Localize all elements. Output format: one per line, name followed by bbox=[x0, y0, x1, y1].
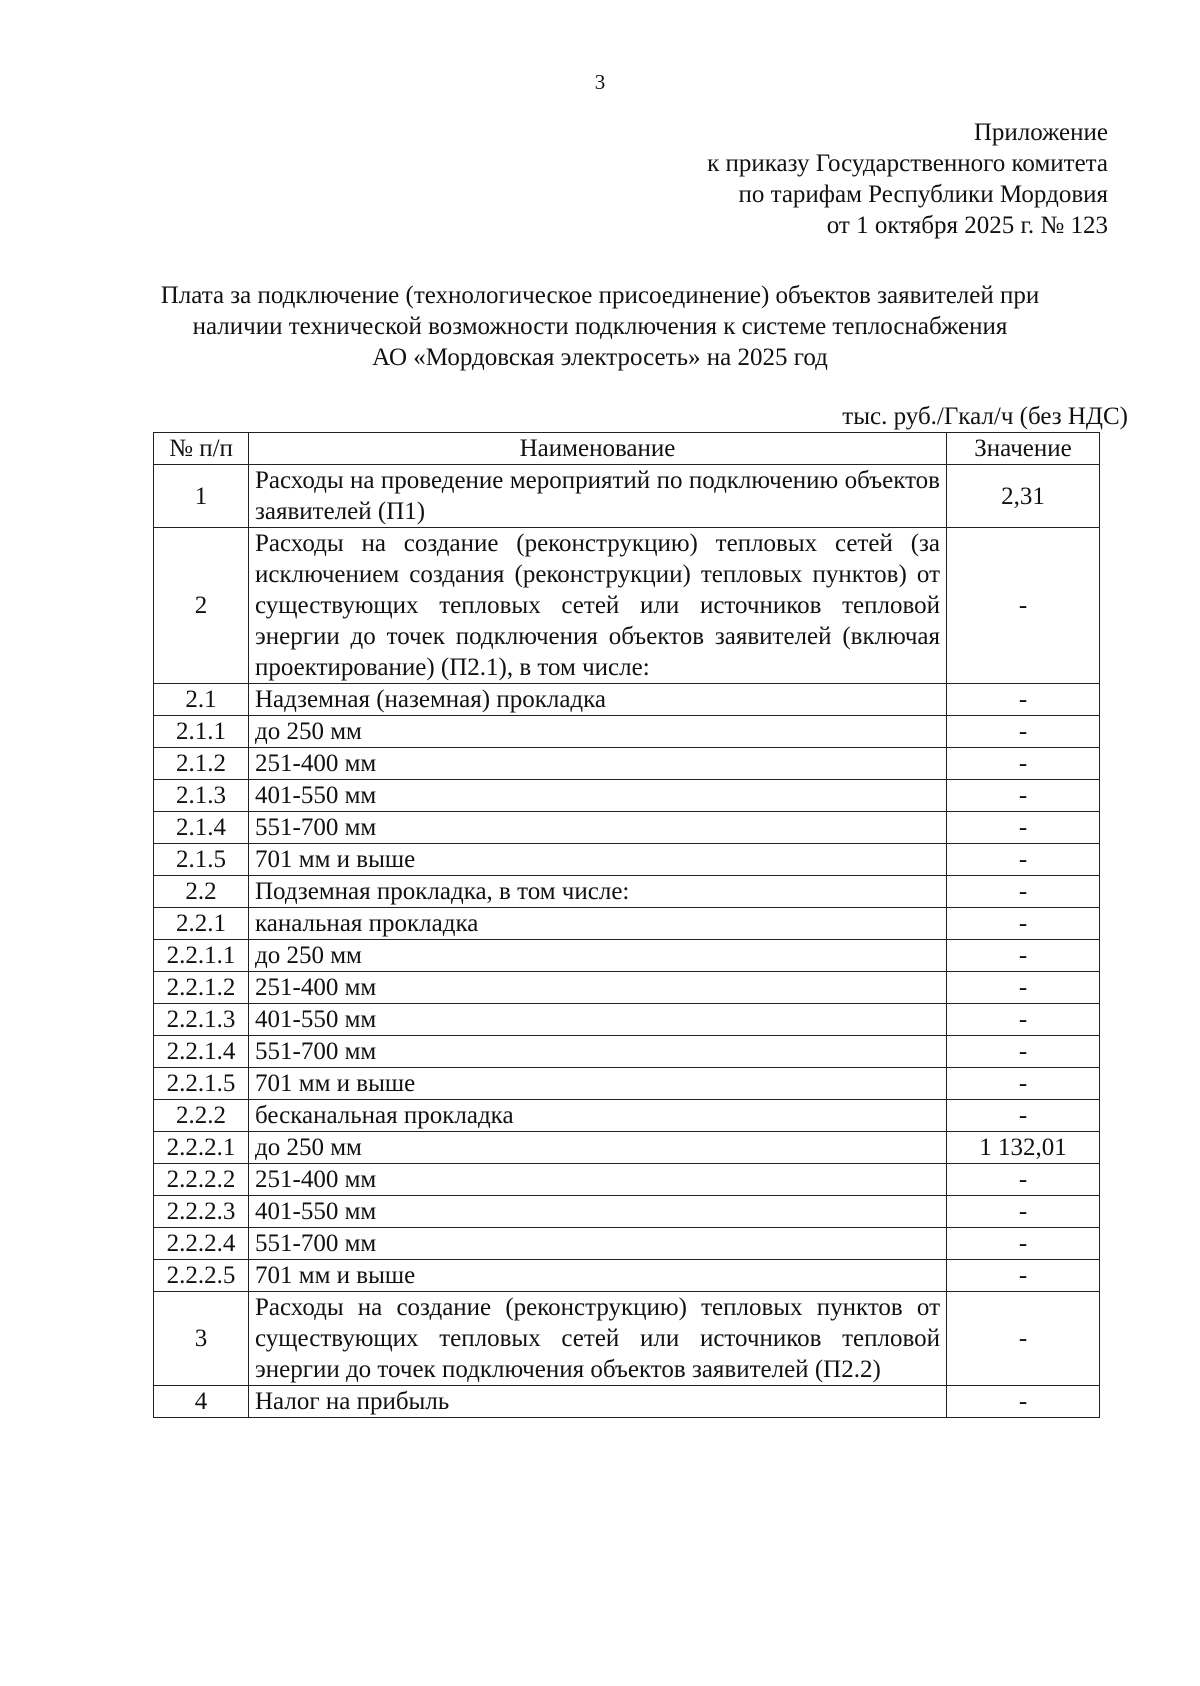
row-number: 2.1 bbox=[154, 684, 249, 716]
row-value: - bbox=[947, 716, 1100, 748]
row-number: 2.2 bbox=[154, 876, 249, 908]
units-label: тыс. руб./Гкал/ч (без НДС) bbox=[842, 403, 1128, 430]
row-number: 2.2.1.1 bbox=[154, 940, 249, 972]
table-row bbox=[154, 844, 1100, 876]
row-name: 251-400 мм bbox=[249, 972, 947, 1004]
row-number: 2.2.2.4 bbox=[154, 1228, 249, 1260]
document-title bbox=[0, 280, 1200, 373]
row-name: 251-400 мм bbox=[249, 1164, 947, 1196]
appendix-line-4: от 1 октября 2025 г. № 123 bbox=[826, 212, 1108, 239]
row-value: 1 132,01 bbox=[947, 1132, 1100, 1164]
row-name: 251-400 мм bbox=[249, 748, 947, 780]
row-name: Расходы на создание (реконструкцию) тепловых сетей (за исключением создания (реконструкции) тепловых пунктов) от существующих тепловых сетей или источников тепловой энергии до точек подключения объектов заявителей (включая проектирование) (П2.1), в том числе: bbox=[249, 528, 947, 684]
row-name: Расходы на проведение мероприятий по подключению объектов заявителей (П1) bbox=[249, 465, 947, 528]
tariff-table bbox=[153, 432, 1100, 1418]
row-value: - bbox=[947, 1164, 1100, 1196]
row-name: до 250 мм bbox=[249, 940, 947, 972]
table-row bbox=[154, 1292, 1100, 1386]
row-value: - bbox=[947, 1100, 1100, 1132]
table-row bbox=[154, 812, 1100, 844]
row-number: 2.1.5 bbox=[154, 844, 249, 876]
row-value: - bbox=[947, 876, 1100, 908]
row-name: 551-700 мм bbox=[249, 812, 947, 844]
row-value: - bbox=[947, 908, 1100, 940]
row-name: 701 мм и выше bbox=[249, 844, 947, 876]
row-number: 3 bbox=[154, 1292, 249, 1386]
table-row bbox=[154, 684, 1100, 716]
table-row bbox=[154, 1386, 1100, 1418]
table-row bbox=[154, 1132, 1100, 1164]
table-row bbox=[154, 1068, 1100, 1100]
row-value: - bbox=[947, 1386, 1100, 1418]
row-number: 2.2.2.2 bbox=[154, 1164, 249, 1196]
row-value: - bbox=[947, 1260, 1100, 1292]
row-value: - bbox=[947, 1036, 1100, 1068]
row-number: 2.2.2.5 bbox=[154, 1260, 249, 1292]
row-number: 2.1.4 bbox=[154, 812, 249, 844]
table-row bbox=[154, 465, 1100, 528]
row-number: 2.2.2.3 bbox=[154, 1196, 249, 1228]
row-number: 2.2.1.5 bbox=[154, 1068, 249, 1100]
row-value: - bbox=[947, 812, 1100, 844]
row-number: 2.1.3 bbox=[154, 780, 249, 812]
row-number: 2.2.1.4 bbox=[154, 1036, 249, 1068]
row-value: - bbox=[947, 940, 1100, 972]
row-name: канальная прокладка bbox=[249, 908, 947, 940]
appendix-line-2: к приказу Государственного комитета bbox=[707, 150, 1108, 177]
row-name: 551-700 мм bbox=[249, 1228, 947, 1260]
table-row bbox=[154, 1196, 1100, 1228]
table-row bbox=[154, 908, 1100, 940]
header-value: Значение bbox=[947, 433, 1100, 465]
title-line-1: Плата за подключение (технологическое присоединение) объектов заявителей при bbox=[160, 282, 1040, 309]
title-line-2: наличии технической возможности подключения к системе теплоснабжения bbox=[192, 313, 1008, 340]
row-number: 1 bbox=[154, 465, 249, 528]
table-row bbox=[154, 1260, 1100, 1292]
table-header-row bbox=[154, 433, 1100, 465]
row-name: бесканальная прокладка bbox=[249, 1100, 947, 1132]
row-number: 2.2.1.3 bbox=[154, 1004, 249, 1036]
row-number: 2.1.2 bbox=[154, 748, 249, 780]
row-value: - bbox=[947, 684, 1100, 716]
row-name: 551-700 мм bbox=[249, 1036, 947, 1068]
row-value: - bbox=[947, 1068, 1100, 1100]
row-name: Надземная (наземная) прокладка bbox=[249, 684, 947, 716]
table-row bbox=[154, 716, 1100, 748]
row-name: Расходы на создание (реконструкцию) тепловых пунктов от существующих тепловых сетей или источников тепловой энергии до точек подключения объектов заявителей (П2.2) bbox=[249, 1292, 947, 1386]
row-name: до 250 мм bbox=[249, 716, 947, 748]
row-value: - bbox=[947, 528, 1100, 684]
title-line-3: АО «Мордовская электросеть» на 2025 год bbox=[372, 344, 828, 371]
table-row bbox=[154, 1228, 1100, 1260]
row-value: - bbox=[947, 748, 1100, 780]
row-name: 701 мм и выше bbox=[249, 1260, 947, 1292]
row-value: 2,31 bbox=[947, 465, 1100, 528]
table-row bbox=[154, 528, 1100, 684]
table-row bbox=[154, 780, 1100, 812]
table-row bbox=[154, 940, 1100, 972]
row-name: до 250 мм bbox=[249, 1132, 947, 1164]
row-name: Налог на прибыль bbox=[249, 1386, 947, 1418]
row-name: 401-550 мм bbox=[249, 1004, 947, 1036]
row-value: - bbox=[947, 1292, 1100, 1386]
row-value: - bbox=[947, 1196, 1100, 1228]
row-number: 2.2.2.1 bbox=[154, 1132, 249, 1164]
table-row bbox=[154, 748, 1100, 780]
row-number: 2.2.1.2 bbox=[154, 972, 249, 1004]
table-row bbox=[154, 972, 1100, 1004]
table-row bbox=[154, 1036, 1100, 1068]
appendix-line-3: по тарифам Республики Мордовия bbox=[738, 181, 1108, 208]
row-number: 2.1.1 bbox=[154, 716, 249, 748]
table-row bbox=[154, 1100, 1100, 1132]
row-number: 4 bbox=[154, 1386, 249, 1418]
table-row bbox=[154, 1164, 1100, 1196]
table-row bbox=[154, 876, 1100, 908]
row-name: 701 мм и выше bbox=[249, 1068, 947, 1100]
row-value: - bbox=[947, 972, 1100, 1004]
row-name: 401-550 мм bbox=[249, 1196, 947, 1228]
row-value: - bbox=[947, 780, 1100, 812]
row-value: - bbox=[947, 1228, 1100, 1260]
table-body bbox=[154, 465, 1100, 1418]
row-number: 2 bbox=[154, 528, 249, 684]
row-name: Подземная прокладка, в том числе: bbox=[249, 876, 947, 908]
page-number: 3 bbox=[594, 70, 606, 94]
header-name: Наименование bbox=[249, 433, 947, 465]
row-number: 2.2.1 bbox=[154, 908, 249, 940]
table-row bbox=[154, 1004, 1100, 1036]
row-name: 401-550 мм bbox=[249, 780, 947, 812]
row-value: - bbox=[947, 844, 1100, 876]
row-number: 2.2.2 bbox=[154, 1100, 249, 1132]
header-number: № п/п bbox=[154, 433, 249, 465]
row-value: - bbox=[947, 1004, 1100, 1036]
appendix-block bbox=[707, 117, 1108, 241]
appendix-line-1: Приложение bbox=[973, 119, 1108, 146]
